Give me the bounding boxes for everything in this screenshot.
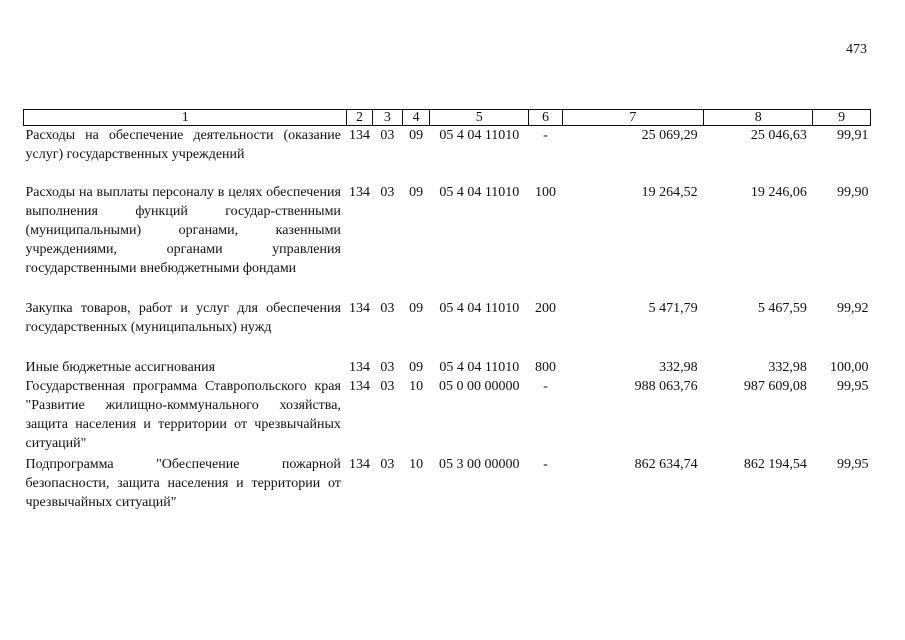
header-col-4: 4 bbox=[403, 110, 430, 126]
row-col-2: 134 bbox=[349, 301, 371, 316]
row-col-8: 25 046,63 bbox=[750, 128, 807, 143]
row-col-9: 100,00 bbox=[830, 360, 869, 375]
row-col-7: 19 264,52 bbox=[641, 185, 698, 200]
row-col-6: - bbox=[543, 128, 548, 143]
row-col-3: 03 bbox=[380, 128, 395, 143]
header-col-6: 6 bbox=[529, 110, 562, 126]
row-col-3: 03 bbox=[380, 185, 395, 200]
row-col-7: 5 471,79 bbox=[648, 301, 698, 316]
header-col-1: 1 bbox=[24, 110, 347, 126]
row-col-7: 25 069,29 bbox=[641, 128, 698, 143]
row-col-2: 134 bbox=[349, 457, 371, 472]
row-col-4: 10 bbox=[409, 379, 424, 394]
row-col-5: 05 4 04 11010 bbox=[439, 185, 520, 200]
row-col-6: - bbox=[543, 457, 548, 472]
table-row bbox=[24, 126, 871, 184]
table-row bbox=[24, 377, 871, 455]
row-name: Государственная программа Ставропольского края "Развитие жилищно-коммунального хозяйства, защита населения и территории от чрезвычайных ситуаций" bbox=[25, 379, 341, 451]
row-col-8: 987 609,08 bbox=[743, 379, 807, 394]
row-col-3: 03 bbox=[380, 457, 395, 472]
row-col-9: 99,95 bbox=[837, 457, 869, 472]
row-name: Закупка товаров, работ и услуг для обеспечения государственных (муниципальных) нужд bbox=[25, 301, 341, 335]
row-col-6: 100 bbox=[535, 185, 556, 200]
row-col-9: 99,91 bbox=[837, 128, 869, 143]
row-col-6: 800 bbox=[535, 360, 556, 375]
header-col-5: 5 bbox=[430, 110, 529, 126]
row-col-5: 05 4 04 11010 bbox=[439, 128, 520, 143]
row-col-9: 99,95 bbox=[837, 379, 869, 394]
budget-table bbox=[23, 109, 871, 515]
row-col-4: 09 bbox=[409, 128, 424, 143]
row-col-9: 99,90 bbox=[837, 185, 869, 200]
row-col-8: 862 194,54 bbox=[743, 457, 807, 472]
row-col-4: 09 bbox=[409, 301, 424, 316]
row-col-2: 134 bbox=[349, 185, 371, 200]
row-col-5: 05 4 04 11010 bbox=[439, 301, 520, 316]
row-col-5: 05 4 04 11010 bbox=[439, 360, 520, 375]
row-col-6: - bbox=[543, 379, 548, 394]
row-name: Расходы на обеспечение деятельности (оказание услуг) государственных учреждений bbox=[25, 128, 341, 162]
row-col-7: 862 634,74 bbox=[634, 457, 698, 472]
row-col-4: 10 bbox=[409, 457, 424, 472]
header-col-9: 9 bbox=[813, 110, 871, 126]
header-col-2: 2 bbox=[347, 110, 372, 126]
row-col-4: 09 bbox=[409, 360, 424, 375]
header-row bbox=[24, 110, 871, 126]
row-col-5: 05 0 00 00000 bbox=[439, 379, 520, 394]
row-col-3: 03 bbox=[380, 301, 395, 316]
row-col-4: 09 bbox=[409, 185, 424, 200]
page-number: 473 bbox=[846, 42, 867, 57]
row-col-8: 5 467,59 bbox=[757, 301, 807, 316]
row-name: Расходы на выплаты персоналу в целях обеспечения выполнения функций государ-ственными (муниципальными) органами, казенными учреждениями, органами управления государственными внебюджетными фондами bbox=[25, 185, 341, 276]
row-col-3: 03 bbox=[380, 360, 395, 375]
row-name: Иные бюджетные ассигнования bbox=[25, 360, 216, 375]
row-col-8: 332,98 bbox=[768, 360, 807, 375]
header-col-3: 3 bbox=[372, 110, 402, 126]
row-col-6: 200 bbox=[535, 301, 556, 316]
row-col-5: 05 3 00 00000 bbox=[439, 457, 520, 472]
row-col-8: 19 246,06 bbox=[750, 185, 807, 200]
table-row bbox=[24, 358, 871, 377]
row-col-3: 03 bbox=[380, 379, 395, 394]
header-col-8: 8 bbox=[704, 110, 813, 126]
table-row bbox=[24, 299, 871, 358]
row-col-2: 134 bbox=[349, 360, 371, 375]
header-col-7: 7 bbox=[562, 110, 704, 126]
row-col-2: 134 bbox=[349, 379, 371, 394]
row-name: Подпрограмма "Обеспечение пожарной безопасности, защита населения и территории от чрезвычайных ситуаций" bbox=[25, 457, 341, 510]
row-col-7: 988 063,76 bbox=[634, 379, 698, 394]
row-col-7: 332,98 bbox=[659, 360, 698, 375]
table-row bbox=[24, 183, 871, 299]
row-col-2: 134 bbox=[349, 128, 371, 143]
row-col-9: 99,92 bbox=[837, 301, 869, 316]
table-row bbox=[24, 455, 871, 515]
